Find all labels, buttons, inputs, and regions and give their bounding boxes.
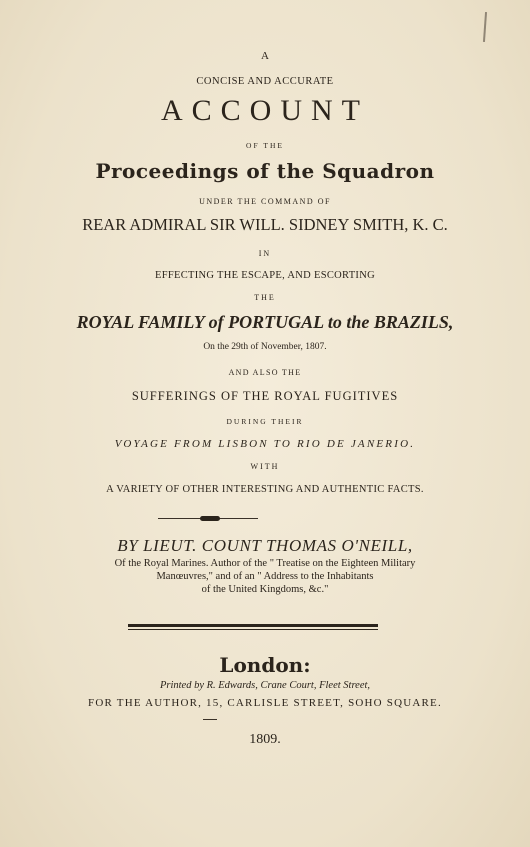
under-command-line: UNDER THE COMMAND OF xyxy=(199,197,331,206)
of-the-line: OF THE xyxy=(246,141,284,150)
and-also-line: AND ALSO THE xyxy=(228,368,302,377)
london-imprint: London: xyxy=(219,653,311,677)
author-credentials-1: Of the Royal Marines. Author of the " Treatise on the Eighteen Military xyxy=(114,558,416,569)
short-rule xyxy=(203,719,217,720)
author-credentials-2: Manœuvres," and of an " Address to the Inhabitants xyxy=(156,571,374,582)
effecting-line: EFFECTING THE ESCAPE, AND ESCORTING xyxy=(155,270,375,281)
author-name: BY LIEUT. COUNT THOMAS O'NEILL, xyxy=(117,536,413,555)
year: 1809. xyxy=(249,732,281,747)
printer-line: Printed by R. Edwards, Crane Court, Fleet Street, xyxy=(159,680,371,691)
proceedings-title: Proceedings of the Squadron xyxy=(95,159,435,183)
variety-line: A VARIETY OF OTHER INTERESTING AND AUTHENTIC FACTS. xyxy=(106,484,424,495)
for-author-line: FOR THE AUTHOR, 15, CARLISLE STREET, SOHO SQUARE. xyxy=(88,697,442,709)
margin-mark xyxy=(483,12,487,42)
in-line: IN xyxy=(258,249,272,258)
during-line: DURING THEIR xyxy=(226,417,304,426)
double-rule-top xyxy=(128,624,378,627)
royal-family-line: ROYAL FAMILY of PORTUGAL to the BRAZILS, xyxy=(76,312,454,332)
date-line: On the 29th of November, 1807. xyxy=(203,342,327,352)
author-credentials-3: of the United Kingdoms, &c." xyxy=(201,584,329,595)
account-heading: ACCOUNT xyxy=(160,94,369,127)
with-line: WITH xyxy=(250,462,280,471)
double-rule-bottom xyxy=(128,629,378,630)
the-line: THE xyxy=(254,293,276,302)
concise-heading: CONCISE AND ACCURATE xyxy=(196,76,334,87)
admiral-name: REAR ADMIRAL SIR WILL. SIDNEY SMITH, K. C. xyxy=(82,215,448,234)
article-a: A xyxy=(261,50,269,62)
voyage-line: VOYAGE FROM LISBON TO RIO DE JANERIO. xyxy=(114,438,416,450)
sufferings-line: SUFFERINGS OF THE ROYAL FUGITIVES xyxy=(131,389,399,403)
ornament-center xyxy=(200,516,220,521)
